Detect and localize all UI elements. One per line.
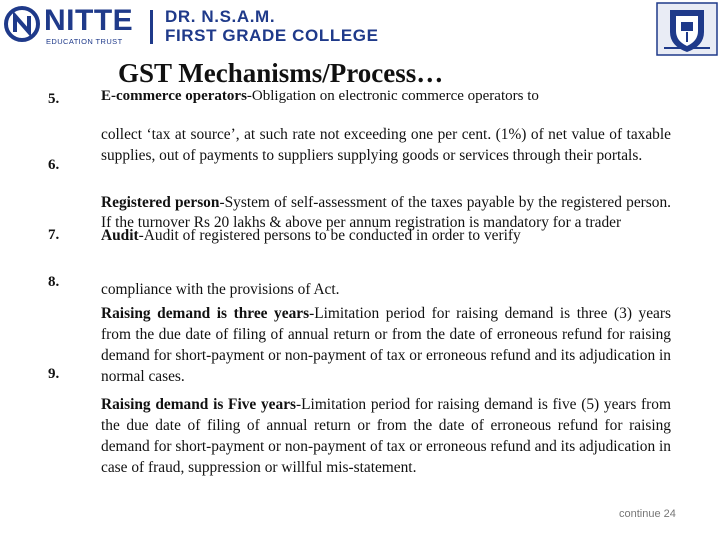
college-crest-icon	[656, 2, 718, 56]
item-7-text: compliance with the provisions of Act.	[101, 281, 340, 298]
item-8-paragraph	[101, 303, 671, 387]
continue-page-footer: continue 24	[619, 508, 676, 520]
item-7-first-line	[101, 225, 671, 246]
item-5-first-line	[101, 86, 671, 107]
item-9-text: -Limitation period for raising demand is five (5) years from the due date of filing of annual return or from the date of erroneous refund for raising demand for short-payment or non-payment of tax or erroneous refund and its adjudication in case of fraud, suppression or willful mis-statement.	[101, 396, 671, 476]
header-divider	[150, 10, 153, 44]
item-number-6: 6.	[48, 157, 60, 173]
item-7-text-line1: -Audit of registered persons to be conducted in order to verify	[138, 227, 521, 244]
item-5-term: E-commerce operators	[101, 88, 247, 104]
nitte-logo-icon	[4, 6, 40, 42]
item-5-text-line1: -Obligation on electronic commerce operators to	[246, 88, 539, 104]
item-number-8: 8.	[48, 274, 60, 290]
item-9-paragraph	[101, 394, 671, 478]
item-number-9: 9.	[48, 366, 60, 382]
item-number-5: 5.	[48, 91, 60, 107]
item-9-term: Raising demand is Five years	[101, 396, 297, 413]
item-8-term: Raising demand is three years	[101, 305, 310, 322]
item-6-term: Registered person	[101, 194, 220, 211]
brand-subtitle: EDUCATION TRUST	[46, 37, 123, 46]
college-name-line1: DR. N.S.A.M.	[165, 7, 276, 26]
item-5-text: collect ‘tax at source’, at such rate not exceeding one per cent. (1%) of net value of taxable supplies, out of payments to suppliers supplying goods or services through their portals.	[101, 126, 671, 164]
brand-name: NITTE	[44, 4, 134, 37]
item-number-7: 7.	[48, 227, 60, 243]
college-name-line2: FIRST GRADE COLLEGE	[165, 26, 379, 45]
item-8-text: -Limitation period for raising demand is three (3) years from the due date of filing of annual return or from the date of erroneous refund for raising demand for short-payment or non-payment of tax or erroneous refund and its adjudication in normal cases.	[101, 305, 671, 385]
item-7-term: Audit	[101, 227, 139, 244]
slide-title: GST Mechanisms/Process…	[118, 58, 444, 88]
item-6-text: -System of self-assessment of the taxes payable by the registered person. If the turnover Rs 20 lakhs & above per annum registration is mandatory for a trader	[101, 194, 671, 231]
